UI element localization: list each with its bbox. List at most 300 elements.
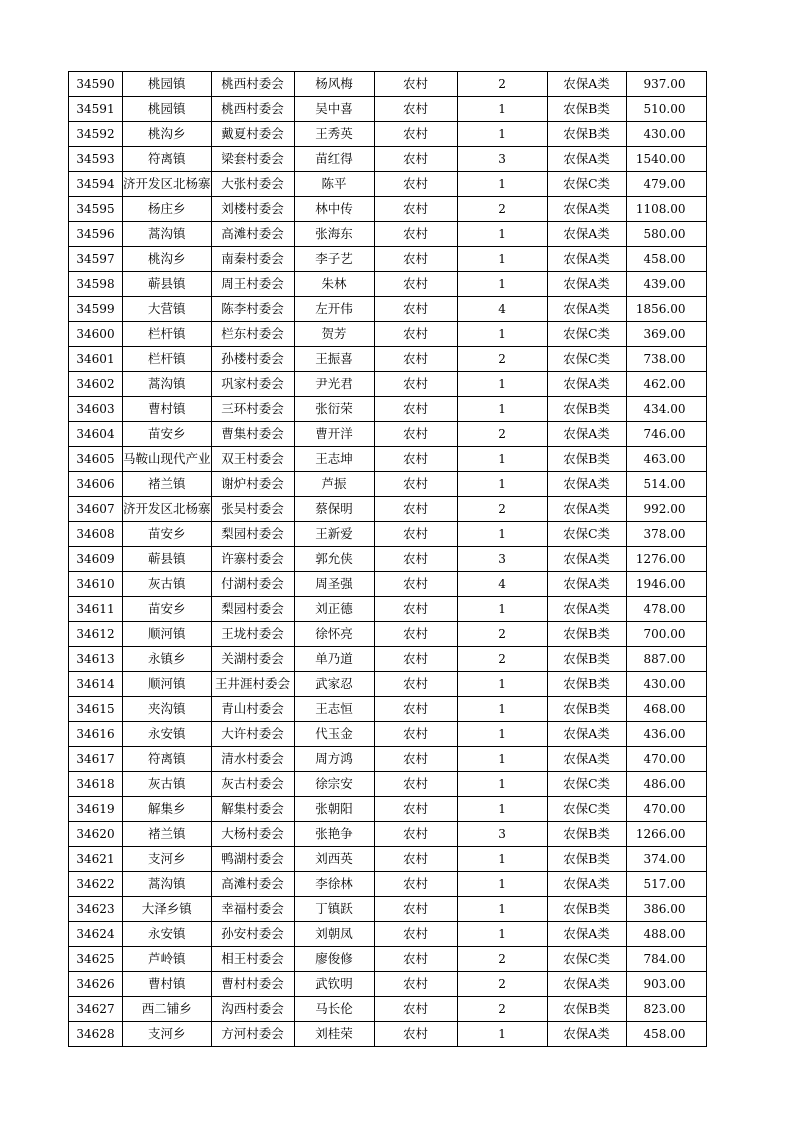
area-type-cell: 农村 bbox=[374, 72, 457, 97]
township-cell: 苗安乡 bbox=[123, 522, 212, 547]
area-type-cell: 农村 bbox=[374, 697, 457, 722]
household-count-cell: 1 bbox=[457, 322, 547, 347]
household-count-cell: 2 bbox=[457, 622, 547, 647]
household-count-cell: 1 bbox=[457, 722, 547, 747]
name-cell: 王秀英 bbox=[294, 122, 374, 147]
insurance-category-cell: 农保B类 bbox=[547, 397, 626, 422]
amount-cell: 1540.00 bbox=[626, 147, 706, 172]
amount-cell: 514.00 bbox=[626, 472, 706, 497]
township-cell: 蒿沟镇 bbox=[123, 872, 212, 897]
table-row bbox=[69, 447, 707, 472]
name-cell: 徐宗安 bbox=[294, 772, 374, 797]
township-cell: 灰古镇 bbox=[123, 572, 212, 597]
table-row bbox=[69, 122, 707, 147]
area-type-cell: 农村 bbox=[374, 647, 457, 672]
amount-cell: 430.00 bbox=[626, 122, 706, 147]
insurance-category-cell: 农保B类 bbox=[547, 997, 626, 1022]
township-cell: 济开发区北杨寨 bbox=[123, 172, 212, 197]
township-cell: 桃园镇 bbox=[123, 72, 212, 97]
insurance-category-cell: 农保B类 bbox=[547, 447, 626, 472]
amount-cell: 478.00 bbox=[626, 597, 706, 622]
table-row bbox=[69, 372, 707, 397]
amount-cell: 903.00 bbox=[626, 972, 706, 997]
village-committee-cell: 三环村委会 bbox=[211, 397, 294, 422]
table-row bbox=[69, 872, 707, 897]
household-count-cell: 2 bbox=[457, 197, 547, 222]
record-id-cell: 34612 bbox=[69, 622, 123, 647]
township-cell: 栏杆镇 bbox=[123, 322, 212, 347]
record-id-cell: 34593 bbox=[69, 147, 123, 172]
table-row bbox=[69, 347, 707, 372]
village-committee-cell: 青山村委会 bbox=[211, 697, 294, 722]
record-id-cell: 34603 bbox=[69, 397, 123, 422]
amount-cell: 1108.00 bbox=[626, 197, 706, 222]
table-row bbox=[69, 647, 707, 672]
name-cell: 周方鸿 bbox=[294, 747, 374, 772]
household-count-cell: 4 bbox=[457, 572, 547, 597]
household-count-cell: 1 bbox=[457, 472, 547, 497]
insurance-category-cell: 农保A类 bbox=[547, 572, 626, 597]
record-id-cell: 34606 bbox=[69, 472, 123, 497]
township-cell: 桃园镇 bbox=[123, 97, 212, 122]
insurance-category-cell: 农保A类 bbox=[547, 247, 626, 272]
insurance-category-cell: 农保B类 bbox=[547, 672, 626, 697]
insurance-category-cell: 农保A类 bbox=[547, 147, 626, 172]
village-committee-cell: 谢炉村委会 bbox=[211, 472, 294, 497]
name-cell: 左开伟 bbox=[294, 297, 374, 322]
township-cell: 永镇乡 bbox=[123, 647, 212, 672]
name-cell: 单乃道 bbox=[294, 647, 374, 672]
table-row bbox=[69, 922, 707, 947]
insurance-category-cell: 农保A类 bbox=[547, 1022, 626, 1047]
village-committee-cell: 高滩村委会 bbox=[211, 872, 294, 897]
table-row bbox=[69, 172, 707, 197]
name-cell: 苗红得 bbox=[294, 147, 374, 172]
record-id-cell: 34628 bbox=[69, 1022, 123, 1047]
household-count-cell: 1 bbox=[457, 797, 547, 822]
village-committee-cell: 梨园村委会 bbox=[211, 597, 294, 622]
township-cell: 永安镇 bbox=[123, 722, 212, 747]
table-row bbox=[69, 247, 707, 272]
name-cell: 陈平 bbox=[294, 172, 374, 197]
name-cell: 张衍荣 bbox=[294, 397, 374, 422]
village-committee-cell: 巩家村委会 bbox=[211, 372, 294, 397]
township-cell: 蕲县镇 bbox=[123, 547, 212, 572]
insurance-category-cell: 农保B类 bbox=[547, 647, 626, 672]
township-cell: 栏杆镇 bbox=[123, 347, 212, 372]
record-id-cell: 34590 bbox=[69, 72, 123, 97]
insurance-category-cell: 农保C类 bbox=[547, 322, 626, 347]
area-type-cell: 农村 bbox=[374, 547, 457, 572]
record-id-cell: 34599 bbox=[69, 297, 123, 322]
area-type-cell: 农村 bbox=[374, 597, 457, 622]
household-count-cell: 1 bbox=[457, 847, 547, 872]
township-cell: 苗安乡 bbox=[123, 597, 212, 622]
area-type-cell: 农村 bbox=[374, 397, 457, 422]
name-cell: 李徐林 bbox=[294, 872, 374, 897]
township-cell: 苗安乡 bbox=[123, 422, 212, 447]
household-count-cell: 1 bbox=[457, 222, 547, 247]
name-cell: 代玉金 bbox=[294, 722, 374, 747]
table-row bbox=[69, 672, 707, 697]
amount-cell: 463.00 bbox=[626, 447, 706, 472]
name-cell: 杨风梅 bbox=[294, 72, 374, 97]
insurance-category-cell: 农保A类 bbox=[547, 872, 626, 897]
table-row bbox=[69, 422, 707, 447]
village-committee-cell: 孙楼村委会 bbox=[211, 347, 294, 372]
table-row bbox=[69, 972, 707, 997]
area-type-cell: 农村 bbox=[374, 872, 457, 897]
amount-cell: 462.00 bbox=[626, 372, 706, 397]
household-count-cell: 1 bbox=[457, 247, 547, 272]
amount-cell: 580.00 bbox=[626, 222, 706, 247]
area-type-cell: 农村 bbox=[374, 822, 457, 847]
table-body bbox=[69, 72, 707, 1047]
village-committee-cell: 沟西村委会 bbox=[211, 997, 294, 1022]
amount-cell: 458.00 bbox=[626, 1022, 706, 1047]
name-cell: 张朝阳 bbox=[294, 797, 374, 822]
record-id-cell: 34594 bbox=[69, 172, 123, 197]
name-cell: 林中传 bbox=[294, 197, 374, 222]
table-row bbox=[69, 997, 707, 1022]
amount-cell: 823.00 bbox=[626, 997, 706, 1022]
insurance-category-cell: 农保C类 bbox=[547, 172, 626, 197]
household-count-cell: 1 bbox=[457, 1022, 547, 1047]
township-cell: 曹村镇 bbox=[123, 397, 212, 422]
name-cell: 丁镇跃 bbox=[294, 897, 374, 922]
area-type-cell: 农村 bbox=[374, 472, 457, 497]
amount-cell: 436.00 bbox=[626, 722, 706, 747]
village-committee-cell: 梁套村委会 bbox=[211, 147, 294, 172]
record-id-cell: 34600 bbox=[69, 322, 123, 347]
name-cell: 张艳争 bbox=[294, 822, 374, 847]
insurance-category-cell: 农保C类 bbox=[547, 522, 626, 547]
township-cell: 蕲县镇 bbox=[123, 272, 212, 297]
record-id-cell: 34627 bbox=[69, 997, 123, 1022]
area-type-cell: 农村 bbox=[374, 247, 457, 272]
record-id-cell: 34601 bbox=[69, 347, 123, 372]
name-cell: 王振喜 bbox=[294, 347, 374, 372]
insurance-category-cell: 农保B类 bbox=[547, 897, 626, 922]
name-cell: 吴中喜 bbox=[294, 97, 374, 122]
name-cell: 周圣强 bbox=[294, 572, 374, 597]
table-row bbox=[69, 622, 707, 647]
name-cell: 曹开洋 bbox=[294, 422, 374, 447]
name-cell: 蔡保明 bbox=[294, 497, 374, 522]
table-row bbox=[69, 322, 707, 347]
amount-cell: 1276.00 bbox=[626, 547, 706, 572]
insurance-category-cell: 农保A类 bbox=[547, 72, 626, 97]
record-id-cell: 34591 bbox=[69, 97, 123, 122]
record-id-cell: 34607 bbox=[69, 497, 123, 522]
table-row bbox=[69, 397, 707, 422]
amount-cell: 458.00 bbox=[626, 247, 706, 272]
name-cell: 王志恒 bbox=[294, 697, 374, 722]
amount-cell: 784.00 bbox=[626, 947, 706, 972]
township-cell: 杨庄乡 bbox=[123, 197, 212, 222]
township-cell: 褚兰镇 bbox=[123, 472, 212, 497]
area-type-cell: 农村 bbox=[374, 972, 457, 997]
household-count-cell: 2 bbox=[457, 997, 547, 1022]
name-cell: 徐怀亮 bbox=[294, 622, 374, 647]
household-count-cell: 1 bbox=[457, 122, 547, 147]
township-cell: 解集乡 bbox=[123, 797, 212, 822]
table-row bbox=[69, 722, 707, 747]
name-cell: 刘朝凤 bbox=[294, 922, 374, 947]
table-row bbox=[69, 147, 707, 172]
area-type-cell: 农村 bbox=[374, 947, 457, 972]
township-cell: 桃沟乡 bbox=[123, 122, 212, 147]
record-id-cell: 34597 bbox=[69, 247, 123, 272]
amount-cell: 479.00 bbox=[626, 172, 706, 197]
township-cell: 夹沟镇 bbox=[123, 697, 212, 722]
insurance-category-cell: 农保C类 bbox=[547, 797, 626, 822]
area-type-cell: 农村 bbox=[374, 222, 457, 247]
record-id-cell: 34617 bbox=[69, 747, 123, 772]
insurance-category-cell: 农保B类 bbox=[547, 697, 626, 722]
area-type-cell: 农村 bbox=[374, 297, 457, 322]
record-id-cell: 34615 bbox=[69, 697, 123, 722]
table-row bbox=[69, 472, 707, 497]
table-row bbox=[69, 897, 707, 922]
township-cell: 顺河镇 bbox=[123, 672, 212, 697]
village-committee-cell: 周王村委会 bbox=[211, 272, 294, 297]
name-cell: 王志坤 bbox=[294, 447, 374, 472]
village-committee-cell: 王垅村委会 bbox=[211, 622, 294, 647]
insurance-category-cell: 农保A类 bbox=[547, 972, 626, 997]
village-committee-cell: 戴夏村委会 bbox=[211, 122, 294, 147]
record-id-cell: 34614 bbox=[69, 672, 123, 697]
township-cell: 符离镇 bbox=[123, 747, 212, 772]
village-committee-cell: 王井涯村委会 bbox=[211, 672, 294, 697]
name-cell: 芦振 bbox=[294, 472, 374, 497]
village-committee-cell: 曹村村委会 bbox=[211, 972, 294, 997]
record-id-cell: 34624 bbox=[69, 922, 123, 947]
village-committee-cell: 付湖村委会 bbox=[211, 572, 294, 597]
record-id-cell: 34622 bbox=[69, 872, 123, 897]
table-row bbox=[69, 522, 707, 547]
village-committee-cell: 桃西村委会 bbox=[211, 72, 294, 97]
table-row bbox=[69, 497, 707, 522]
table-row bbox=[69, 947, 707, 972]
household-count-cell: 2 bbox=[457, 647, 547, 672]
table-row bbox=[69, 547, 707, 572]
household-count-cell: 1 bbox=[457, 97, 547, 122]
amount-cell: 488.00 bbox=[626, 922, 706, 947]
village-committee-cell: 大张村委会 bbox=[211, 172, 294, 197]
record-id-cell: 34598 bbox=[69, 272, 123, 297]
record-id-cell: 34611 bbox=[69, 597, 123, 622]
village-committee-cell: 双王村委会 bbox=[211, 447, 294, 472]
village-committee-cell: 解集村委会 bbox=[211, 797, 294, 822]
area-type-cell: 农村 bbox=[374, 522, 457, 547]
area-type-cell: 农村 bbox=[374, 922, 457, 947]
household-count-cell: 3 bbox=[457, 822, 547, 847]
table-row bbox=[69, 197, 707, 222]
village-committee-cell: 幸福村委会 bbox=[211, 897, 294, 922]
village-committee-cell: 相王村委会 bbox=[211, 947, 294, 972]
township-cell: 支河乡 bbox=[123, 1022, 212, 1047]
area-type-cell: 农村 bbox=[374, 272, 457, 297]
village-committee-cell: 孙安村委会 bbox=[211, 922, 294, 947]
table-row bbox=[69, 297, 707, 322]
amount-cell: 486.00 bbox=[626, 772, 706, 797]
area-type-cell: 农村 bbox=[374, 347, 457, 372]
household-count-cell: 2 bbox=[457, 947, 547, 972]
record-id-cell: 34621 bbox=[69, 847, 123, 872]
household-count-cell: 2 bbox=[457, 497, 547, 522]
township-cell: 支河乡 bbox=[123, 847, 212, 872]
insurance-category-cell: 农保A类 bbox=[547, 422, 626, 447]
area-type-cell: 农村 bbox=[374, 572, 457, 597]
area-type-cell: 农村 bbox=[374, 422, 457, 447]
household-count-cell: 1 bbox=[457, 172, 547, 197]
area-type-cell: 农村 bbox=[374, 622, 457, 647]
amount-cell: 430.00 bbox=[626, 672, 706, 697]
name-cell: 朱林 bbox=[294, 272, 374, 297]
village-committee-cell: 关湖村委会 bbox=[211, 647, 294, 672]
insurance-category-cell: 农保A类 bbox=[547, 472, 626, 497]
village-committee-cell: 张吴村委会 bbox=[211, 497, 294, 522]
record-id-cell: 34596 bbox=[69, 222, 123, 247]
household-count-cell: 1 bbox=[457, 747, 547, 772]
insurance-category-cell: 农保C类 bbox=[547, 947, 626, 972]
amount-cell: 386.00 bbox=[626, 897, 706, 922]
household-count-cell: 3 bbox=[457, 547, 547, 572]
insurance-category-cell: 农保A类 bbox=[547, 222, 626, 247]
amount-cell: 746.00 bbox=[626, 422, 706, 447]
area-type-cell: 农村 bbox=[374, 372, 457, 397]
record-id-cell: 34608 bbox=[69, 522, 123, 547]
table-row bbox=[69, 597, 707, 622]
village-committee-cell: 梨园村委会 bbox=[211, 522, 294, 547]
amount-cell: 517.00 bbox=[626, 872, 706, 897]
household-count-cell: 1 bbox=[457, 772, 547, 797]
village-committee-cell: 栏东村委会 bbox=[211, 322, 294, 347]
record-id-cell: 34626 bbox=[69, 972, 123, 997]
record-id-cell: 34616 bbox=[69, 722, 123, 747]
amount-cell: 1856.00 bbox=[626, 297, 706, 322]
area-type-cell: 农村 bbox=[374, 797, 457, 822]
amount-cell: 369.00 bbox=[626, 322, 706, 347]
insurance-category-cell: 农保A类 bbox=[547, 922, 626, 947]
record-id-cell: 34613 bbox=[69, 647, 123, 672]
amount-cell: 510.00 bbox=[626, 97, 706, 122]
household-count-cell: 1 bbox=[457, 922, 547, 947]
name-cell: 郭允侠 bbox=[294, 547, 374, 572]
village-committee-cell: 许寨村委会 bbox=[211, 547, 294, 572]
village-committee-cell: 灰古村委会 bbox=[211, 772, 294, 797]
village-committee-cell: 鸭湖村委会 bbox=[211, 847, 294, 872]
record-id-cell: 34619 bbox=[69, 797, 123, 822]
area-type-cell: 农村 bbox=[374, 1022, 457, 1047]
area-type-cell: 农村 bbox=[374, 897, 457, 922]
insurance-category-cell: 农保A类 bbox=[547, 547, 626, 572]
table-row bbox=[69, 772, 707, 797]
township-cell: 大营镇 bbox=[123, 297, 212, 322]
household-count-cell: 1 bbox=[457, 872, 547, 897]
name-cell: 李子艺 bbox=[294, 247, 374, 272]
township-cell: 西二铺乡 bbox=[123, 997, 212, 1022]
village-committee-cell: 方河村委会 bbox=[211, 1022, 294, 1047]
insurance-category-cell: 农保A类 bbox=[547, 497, 626, 522]
record-id-cell: 34620 bbox=[69, 822, 123, 847]
area-type-cell: 农村 bbox=[374, 722, 457, 747]
household-count-cell: 2 bbox=[457, 72, 547, 97]
insurance-category-cell: 农保A类 bbox=[547, 272, 626, 297]
insurance-category-cell: 农保B类 bbox=[547, 122, 626, 147]
area-type-cell: 农村 bbox=[374, 772, 457, 797]
name-cell: 王新爱 bbox=[294, 522, 374, 547]
amount-cell: 700.00 bbox=[626, 622, 706, 647]
amount-cell: 992.00 bbox=[626, 497, 706, 522]
name-cell: 张海东 bbox=[294, 222, 374, 247]
name-cell: 刘西英 bbox=[294, 847, 374, 872]
township-cell: 曹村镇 bbox=[123, 972, 212, 997]
household-count-cell: 1 bbox=[457, 447, 547, 472]
township-cell: 马鞍山现代产业 bbox=[123, 447, 212, 472]
township-cell: 灰古镇 bbox=[123, 772, 212, 797]
township-cell: 顺河镇 bbox=[123, 622, 212, 647]
area-type-cell: 农村 bbox=[374, 172, 457, 197]
amount-cell: 374.00 bbox=[626, 847, 706, 872]
name-cell: 武钦明 bbox=[294, 972, 374, 997]
village-committee-cell: 南秦村委会 bbox=[211, 247, 294, 272]
household-count-cell: 2 bbox=[457, 347, 547, 372]
household-count-cell: 2 bbox=[457, 422, 547, 447]
township-cell: 芦岭镇 bbox=[123, 947, 212, 972]
area-type-cell: 农村 bbox=[374, 322, 457, 347]
household-count-cell: 2 bbox=[457, 972, 547, 997]
record-id-cell: 34592 bbox=[69, 122, 123, 147]
name-cell: 尹光君 bbox=[294, 372, 374, 397]
township-cell: 济开发区北杨寨 bbox=[123, 497, 212, 522]
household-count-cell: 1 bbox=[457, 397, 547, 422]
name-cell: 刘正德 bbox=[294, 597, 374, 622]
insurance-category-cell: 农保C类 bbox=[547, 347, 626, 372]
table-row bbox=[69, 222, 707, 247]
amount-cell: 937.00 bbox=[626, 72, 706, 97]
township-cell: 蒿沟镇 bbox=[123, 372, 212, 397]
insurance-category-cell: 农保A类 bbox=[547, 722, 626, 747]
area-type-cell: 农村 bbox=[374, 197, 457, 222]
amount-cell: 439.00 bbox=[626, 272, 706, 297]
area-type-cell: 农村 bbox=[374, 997, 457, 1022]
household-count-cell: 1 bbox=[457, 897, 547, 922]
record-id-cell: 34609 bbox=[69, 547, 123, 572]
amount-cell: 887.00 bbox=[626, 647, 706, 672]
area-type-cell: 农村 bbox=[374, 847, 457, 872]
township-cell: 桃沟乡 bbox=[123, 247, 212, 272]
insurance-category-cell: 农保B类 bbox=[547, 97, 626, 122]
area-type-cell: 农村 bbox=[374, 97, 457, 122]
records-table bbox=[68, 71, 707, 1047]
area-type-cell: 农村 bbox=[374, 447, 457, 472]
amount-cell: 434.00 bbox=[626, 397, 706, 422]
township-cell: 永安镇 bbox=[123, 922, 212, 947]
household-count-cell: 1 bbox=[457, 597, 547, 622]
village-committee-cell: 桃西村委会 bbox=[211, 97, 294, 122]
name-cell: 廖俊修 bbox=[294, 947, 374, 972]
household-count-cell: 1 bbox=[457, 522, 547, 547]
amount-cell: 470.00 bbox=[626, 747, 706, 772]
amount-cell: 378.00 bbox=[626, 522, 706, 547]
name-cell: 贺芳 bbox=[294, 322, 374, 347]
table-row bbox=[69, 797, 707, 822]
table-row bbox=[69, 72, 707, 97]
record-id-cell: 34623 bbox=[69, 897, 123, 922]
insurance-category-cell: 农保B类 bbox=[547, 847, 626, 872]
